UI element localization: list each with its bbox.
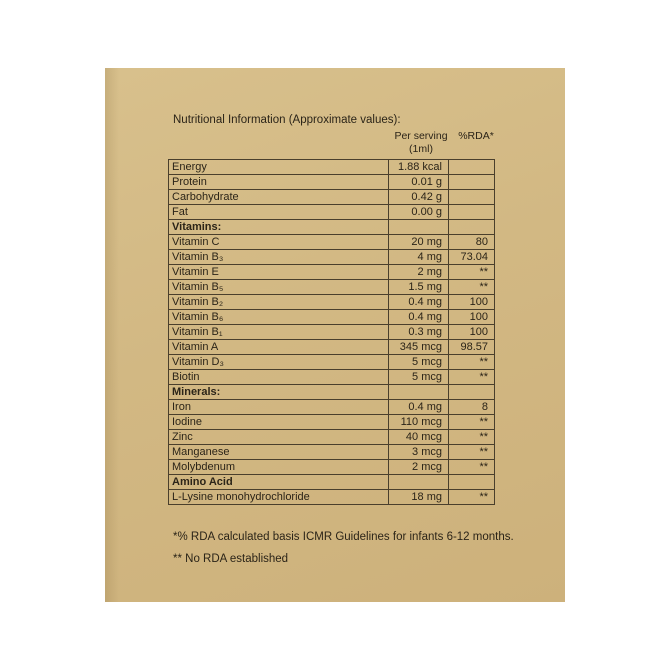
rda-value-cell: **	[449, 265, 495, 280]
serving-value-cell: 18 mg	[389, 490, 449, 505]
footnote-rda-basis: *% RDA calculated basis ICMR Guidelines for infants 6-12 months.	[173, 531, 514, 543]
panel-heading: Nutritional Information (Approximate values):	[173, 114, 401, 126]
table-row	[169, 325, 495, 340]
serving-value-cell: 1.5 mg	[389, 280, 449, 295]
rda-value-cell: **	[449, 355, 495, 370]
table-row	[169, 250, 495, 265]
serving-value-cell: 0.4 mg	[389, 400, 449, 415]
table-row	[169, 295, 495, 310]
serving-value-cell: 4 mg	[389, 250, 449, 265]
table-row	[169, 310, 495, 325]
nutrient-name-cell: Vitamin E	[169, 265, 389, 280]
rda-value-cell	[449, 385, 495, 400]
serving-value-cell: 0.42 g	[389, 190, 449, 205]
rda-value-cell: 100	[449, 295, 495, 310]
nutrient-name-cell: Minerals:	[169, 385, 389, 400]
column-header-rda: %RDA*	[458, 130, 494, 142]
serving-value-cell: 40 mcg	[389, 430, 449, 445]
product-carton-panel	[105, 68, 565, 602]
serving-value-cell: 0.01 g	[389, 175, 449, 190]
serving-value-cell: 345 mcg	[389, 340, 449, 355]
table-row	[169, 265, 495, 280]
nutrient-name-cell: Vitamin B₂	[169, 295, 389, 310]
nutrition-table	[168, 159, 495, 505]
rda-value-cell: 73.04	[449, 250, 495, 265]
serving-value-cell: 1.88 kcal	[389, 160, 449, 175]
serving-value-cell: 5 mcg	[389, 370, 449, 385]
serving-value-cell: 0.00 g	[389, 205, 449, 220]
table-section-row	[169, 475, 495, 490]
serving-value-cell: 0.4 mg	[389, 310, 449, 325]
rda-value-cell	[449, 175, 495, 190]
rda-value-cell: 100	[449, 310, 495, 325]
nutrient-name-cell: Iodine	[169, 415, 389, 430]
rda-value-cell: 98.57	[449, 340, 495, 355]
serving-value-cell: 2 mcg	[389, 460, 449, 475]
nutrient-name-cell: Molybdenum	[169, 460, 389, 475]
nutrient-name-cell: Vitamin B₃	[169, 250, 389, 265]
table-section-row	[169, 220, 495, 235]
rda-value-cell	[449, 160, 495, 175]
rda-value-cell	[449, 205, 495, 220]
rda-value-cell: 100	[449, 325, 495, 340]
nutrient-name-cell: Vitamin D₃	[169, 355, 389, 370]
serving-value-cell: 0.3 mg	[389, 325, 449, 340]
serving-value-cell	[389, 475, 449, 490]
table-row	[169, 370, 495, 385]
rda-value-cell: **	[449, 460, 495, 475]
table-row	[169, 190, 495, 205]
nutrient-name-cell: Protein	[169, 175, 389, 190]
table-row	[169, 355, 495, 370]
rda-value-cell: **	[449, 370, 495, 385]
serving-value-cell	[389, 220, 449, 235]
rda-value-cell: **	[449, 490, 495, 505]
serving-value-cell: 3 mcg	[389, 445, 449, 460]
serving-value-cell: 110 mcg	[389, 415, 449, 430]
table-row	[169, 460, 495, 475]
serving-value-cell: 2 mg	[389, 265, 449, 280]
nutrient-name-cell: Vitamins:	[169, 220, 389, 235]
table-row	[169, 160, 495, 175]
table-row	[169, 340, 495, 355]
rda-value-cell	[449, 220, 495, 235]
rda-value-cell: **	[449, 280, 495, 295]
rda-value-cell: **	[449, 445, 495, 460]
nutrient-name-cell: Iron	[169, 400, 389, 415]
rda-value-cell: **	[449, 430, 495, 445]
nutrient-name-cell: L-Lysine monohydrochloride	[169, 490, 389, 505]
rda-value-cell: 80	[449, 235, 495, 250]
nutrient-name-cell: Vitamin A	[169, 340, 389, 355]
table-row	[169, 445, 495, 460]
nutrient-name-cell: Vitamin B₁	[169, 325, 389, 340]
table-row	[169, 400, 495, 415]
serving-value-cell: 5 mcg	[389, 355, 449, 370]
serving-value-cell: 0.4 mg	[389, 295, 449, 310]
table-row	[169, 205, 495, 220]
nutrient-name-cell: Vitamin B₆	[169, 310, 389, 325]
nutrient-name-cell: Fat	[169, 205, 389, 220]
nutrient-name-cell: Manganese	[169, 445, 389, 460]
nutrient-name-cell: Energy	[169, 160, 389, 175]
nutrient-name-cell: Zinc	[169, 430, 389, 445]
serving-value-cell	[389, 385, 449, 400]
rda-value-cell	[449, 190, 495, 205]
rda-value-cell: 8	[449, 400, 495, 415]
nutrient-name-cell: Vitamin B₅	[169, 280, 389, 295]
nutrient-name-cell: Vitamin C	[169, 235, 389, 250]
table-row	[169, 490, 495, 505]
table-row	[169, 415, 495, 430]
nutrient-name-cell: Amino Acid	[169, 475, 389, 490]
table-row	[169, 175, 495, 190]
column-header-per-serving: Per serving (1ml)	[394, 130, 448, 155]
nutrient-name-cell: Carbohydrate	[169, 190, 389, 205]
rda-value-cell: **	[449, 415, 495, 430]
table-row	[169, 430, 495, 445]
serving-value-cell: 20 mg	[389, 235, 449, 250]
nutrient-name-cell: Biotin	[169, 370, 389, 385]
footnote-no-rda: ** No RDA established	[173, 553, 289, 565]
table-row	[169, 280, 495, 295]
rda-value-cell	[449, 475, 495, 490]
table-row	[169, 235, 495, 250]
table-section-row	[169, 385, 495, 400]
